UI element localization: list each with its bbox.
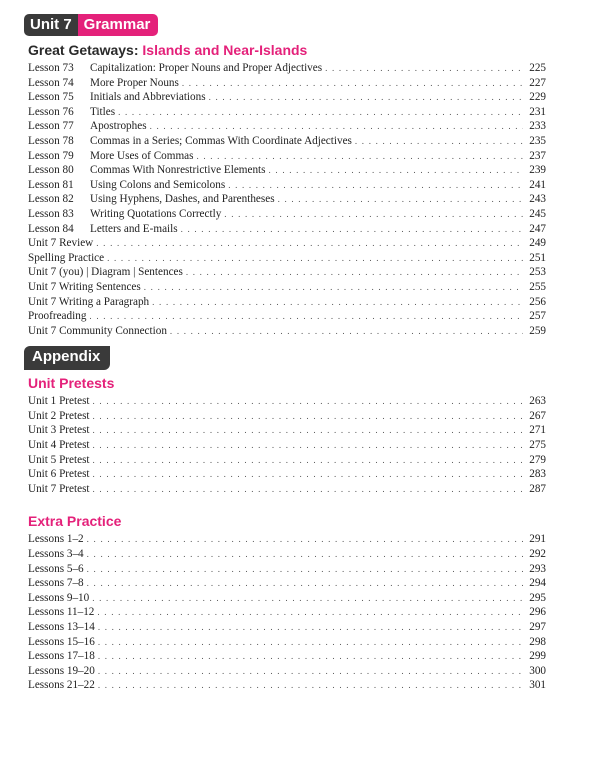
leader-dots [170,324,523,339]
page-number: 251 [529,251,546,264]
leader-dots [182,76,523,91]
lesson-number: Lesson 74 [28,76,74,89]
page-number: 257 [529,310,546,323]
lesson-title: Using Hyphens, Dashes, and Parentheses [90,193,275,206]
lesson-number: Lesson 83 [28,207,74,220]
appendix-banner: Appendix [24,346,110,370]
page-number: 231 [529,105,546,118]
toc-row[interactable] [28,76,546,91]
leader-dots [93,438,523,453]
page-number: 247 [529,222,546,235]
toc-row[interactable] [28,453,546,468]
leader-dots [93,394,523,409]
toc-row[interactable] [28,409,546,424]
leader-dots [87,576,523,591]
page-number: 271 [529,424,546,437]
page-number: 279 [529,453,546,466]
section-title: Unit 7 Review [28,237,94,250]
page-number: 293 [529,562,546,575]
lesson-title: More Uses of Commas [90,149,194,162]
toc-row[interactable] [28,423,546,438]
extra-title: Lessons 9–10 [28,591,90,604]
extra-title: Lessons 7–8 [28,577,84,590]
page-number: 297 [529,621,546,633]
unit-label: Unit 7 [24,14,78,36]
lesson-title: Letters and E-mails [90,222,178,235]
extra-title: Lessons 15–16 [28,635,95,648]
leader-dots [144,280,523,295]
leader-dots [93,482,523,497]
toc-row[interactable] [28,192,546,207]
extra-title: Lessons 3–4 [28,548,84,561]
toc-row[interactable] [28,576,546,591]
page-number: 229 [529,91,546,104]
extra-title: Lessons 19–20 [28,664,95,677]
toc-row[interactable] [28,438,546,453]
lesson-title: Writing Quotations Correctly [90,207,222,220]
toc-row[interactable] [28,207,546,222]
toc-row[interactable] [28,222,546,237]
page-number: 249 [529,237,546,250]
leader-dots [269,163,523,178]
page-number: 259 [529,324,546,337]
pretest-title: Unit 4 Pretest [28,439,90,452]
lesson-number: Lesson 81 [28,178,74,191]
leader-dots [98,664,523,679]
toc-row[interactable] [28,61,546,76]
page-number: 263 [529,395,546,408]
section-title: Unit 7 (you) | Diagram | Sentences [28,266,183,279]
page-number: 283 [529,468,546,481]
toc-row[interactable] [28,324,546,339]
unit-subtitle-highlight: Islands and Near-Islands [142,42,308,58]
lesson-title: Initials and Abbreviations [90,91,206,104]
leader-dots [96,236,523,251]
leader-dots [355,134,523,149]
toc-row[interactable] [28,678,546,693]
lesson-title: Commas in a Series; Commas With Coordinate Adjectives [90,134,352,147]
lesson-number: Lesson 76 [28,105,74,118]
leader-dots [93,467,523,482]
leader-dots [107,251,523,266]
toc-row[interactable] [28,591,546,606]
page-number: 235 [529,134,546,147]
pretest-title: Unit 6 Pretest [28,468,90,481]
page-number: 255 [529,280,546,293]
lesson-list [28,61,546,338]
toc-row[interactable] [28,163,546,178]
page-number: 256 [529,295,546,308]
extra-title: Lessons 17–18 [28,650,95,663]
lesson-number: Lesson 78 [28,134,74,147]
lesson-number: Lesson 73 [28,62,74,74]
section-title: Unit 7 Community Connection [28,324,167,337]
unit-subtitle-prefix: Great Getaways: [28,42,139,58]
pretest-title: Unit 7 Pretest [28,482,90,495]
leader-dots [87,562,523,577]
leader-dots [209,90,523,105]
page-number: 241 [529,178,546,191]
leader-dots [98,649,523,664]
toc-row[interactable] [28,280,546,295]
leader-dots [97,605,523,620]
page-number: 237 [529,149,546,162]
toc-row[interactable] [28,265,546,280]
section-title: Unit 7 Writing Sentences [28,280,141,293]
extra-practice-heading: Extra Practice [28,513,122,530]
page-number: 245 [529,207,546,220]
extra-practice-list [28,532,546,693]
toc-row[interactable] [28,178,546,193]
toc-row[interactable] [28,562,546,577]
extra-title: Lessons 5–6 [28,562,84,575]
toc-row[interactable] [28,119,546,134]
toc-row[interactable] [28,105,546,120]
leader-dots [150,119,523,134]
leader-dots [98,678,523,693]
lesson-title: Commas With Nonrestrictive Elements [90,164,266,177]
toc-row[interactable] [28,295,546,310]
toc-row[interactable] [28,649,546,664]
pretest-title: Unit 5 Pretest [28,453,90,466]
toc-row[interactable] [28,394,546,409]
leader-dots [93,423,523,438]
lesson-number: Lesson 77 [28,120,74,133]
toc-row[interactable] [28,635,546,650]
leader-dots [224,207,523,222]
toc-row[interactable] [28,90,546,105]
page-number: 233 [529,120,546,133]
page-number: 296 [529,606,546,619]
toc-row[interactable] [28,251,546,266]
unit-banner [24,14,158,36]
section-title: Proofreading [28,310,87,323]
leader-dots [89,309,523,324]
page-number: 298 [529,635,546,648]
toc-row[interactable] [28,149,546,164]
pretest-title: Unit 1 Pretest [28,395,90,408]
pretests-heading: Unit Pretests [28,375,115,392]
toc-row[interactable] [28,620,546,635]
leader-dots [278,192,523,207]
lesson-title: More Proper Nouns [90,76,179,89]
leader-dots [118,105,523,120]
lesson-title: Capitalization: Proper Nouns and Proper Adjectives [90,62,323,74]
leader-dots [87,532,523,547]
leader-dots [98,635,523,650]
leader-dots [196,149,523,164]
leader-dots [93,409,523,424]
lesson-number: Lesson 84 [28,222,74,235]
unit-tag: Grammar [78,14,159,36]
page-number: 253 [529,266,546,279]
leader-dots [92,591,523,606]
toc-row[interactable] [28,605,546,620]
lesson-title: Titles [90,105,116,118]
page-number: 225 [529,62,546,74]
lesson-title: Apostrophes [90,120,147,133]
page-number: 267 [529,409,546,422]
toc-row[interactable] [28,532,546,547]
page-number: 287 [529,482,546,495]
toc-row[interactable] [28,309,546,324]
toc-row[interactable] [28,467,546,482]
pretest-title: Unit 3 Pretest [28,424,90,437]
page-number: 294 [529,577,546,590]
pretest-title: Unit 2 Pretest [28,409,90,422]
lesson-number: Lesson 80 [28,164,74,177]
page-number: 227 [529,76,546,89]
toc-row[interactable] [28,134,546,149]
extra-title: Lessons 13–14 [28,621,95,633]
lesson-number: Lesson 82 [28,193,74,206]
page-number: 275 [529,439,546,452]
page-number: 295 [529,591,546,604]
leader-dots [228,178,523,193]
leader-dots [181,222,523,237]
section-title: Unit 7 Writing a Paragraph [28,295,150,308]
leader-dots [98,620,523,635]
toc-row[interactable] [28,236,546,251]
page-number: 300 [529,664,546,677]
leader-dots [186,265,523,280]
lesson-number: Lesson 79 [28,149,74,162]
page-number: 291 [529,533,546,546]
leader-dots [87,547,523,562]
page-number: 299 [529,650,546,663]
leader-dots [325,61,523,76]
unit-subtitle [28,42,600,58]
leader-dots [93,453,523,468]
toc-row[interactable] [28,482,546,497]
section-title: Spelling Practice [28,251,105,264]
extra-title: Lessons 21–22 [28,679,95,692]
extra-title: Lessons 1–2 [28,533,84,546]
lesson-title: Using Colons and Semicolons [90,178,226,191]
leader-dots [152,295,523,310]
page-number: 301 [529,679,546,692]
page-number: 239 [529,164,546,177]
toc-row[interactable] [28,664,546,679]
toc-row[interactable] [28,547,546,562]
page-number: 292 [529,548,546,561]
pretest-list [28,394,546,496]
page-number: 243 [529,193,546,206]
extra-title: Lessons 11–12 [28,606,95,619]
lesson-number: Lesson 75 [28,91,74,104]
